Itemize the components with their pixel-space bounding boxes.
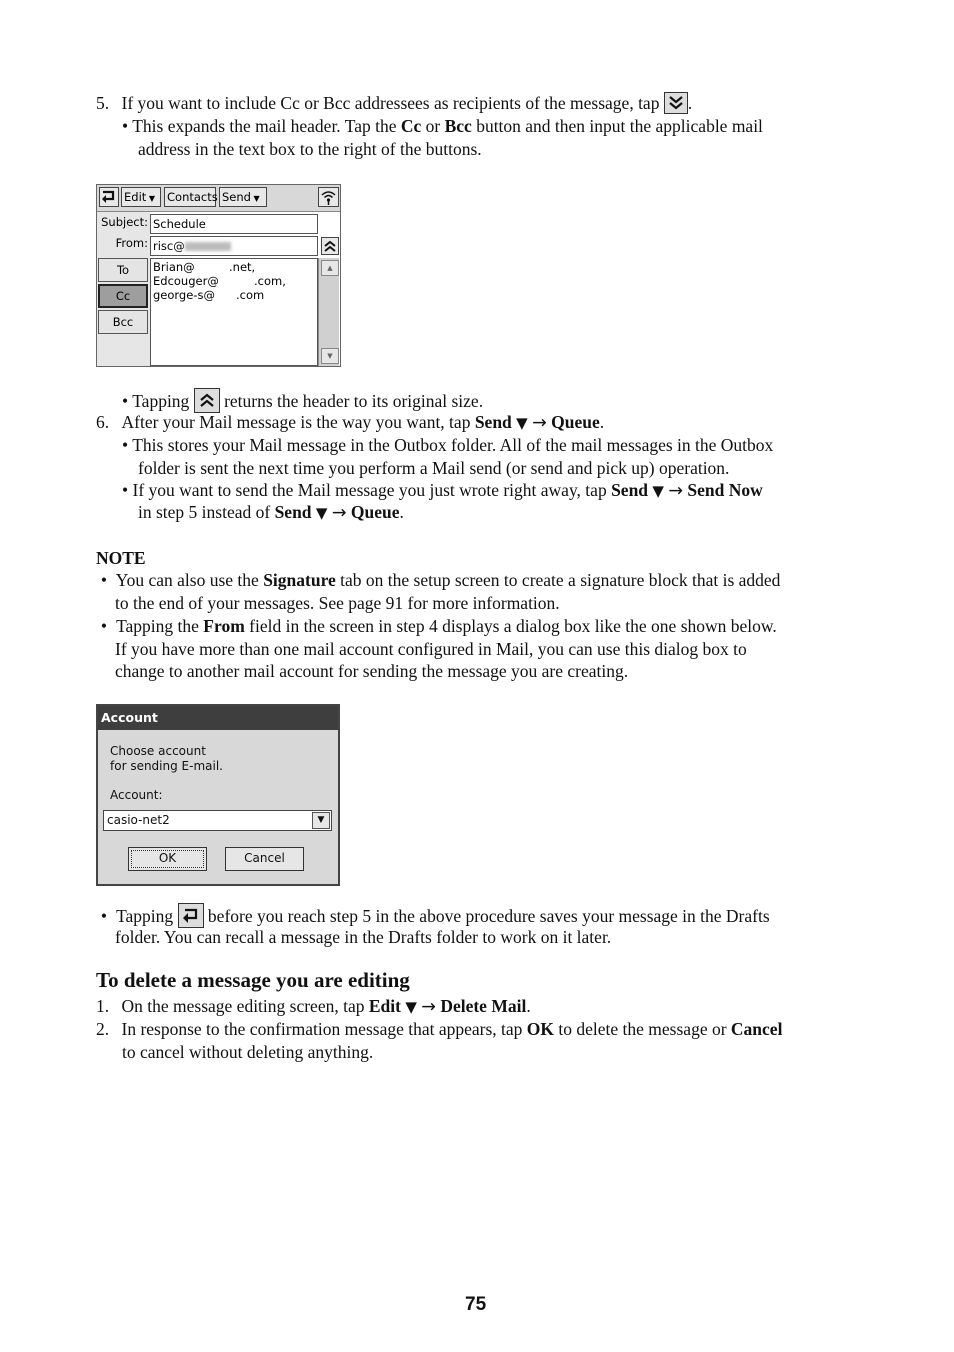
step6-bullet2-line2: in step 5 instead of Send ▼ → Queue. xyxy=(138,502,404,523)
ok-button[interactable]: OK xyxy=(128,847,207,871)
dropdown-arrow-icon: ▼ xyxy=(146,194,155,203)
note2-line2: If you have more than one mail account configured in Mail, you can use this dialog box to xyxy=(115,639,747,659)
tapping-collapse-line: • Tapping returns the header to its original size. xyxy=(122,388,483,413)
tapping-back-line1: • Tapping before you reach step 5 in the above procedure saves your message in the Drafts xyxy=(96,903,770,928)
collapse-header-icon xyxy=(194,388,220,413)
back-arrow-icon xyxy=(178,903,204,928)
back-arrow-icon xyxy=(100,189,118,205)
triangle-down-icon: ▼ xyxy=(516,414,528,432)
delete-step1: 1. On the message editing screen, tap Edit ▼ → Delete Mail. xyxy=(96,996,531,1017)
edit-menu-button[interactable]: Edit ▼ xyxy=(121,187,161,207)
triangle-down-icon: ▼ xyxy=(405,998,417,1016)
contacts-button[interactable]: Contacts xyxy=(164,187,216,207)
recipient-line: george-s@ .com xyxy=(153,288,265,302)
dialog-message-line2: for sending E-mail. xyxy=(110,759,223,773)
scroll-down-arrow-icon[interactable]: ▼ xyxy=(321,348,339,364)
delete-step2-line1: 2. In response to the confirmation message that appears, tap OK to delete the message or Cancel xyxy=(96,1019,783,1039)
mail-toolbar xyxy=(97,185,340,212)
step6-bullet1-line2: folder is sent the next time you perform a Mail send (or send and pick up) operation. xyxy=(138,458,730,478)
from-field[interactable]: risc@ xyxy=(150,236,318,256)
step6-bullet2-line1: • If you want to send the Mail message you just wrote right away, tap Send ▼ → Send Now xyxy=(122,480,763,501)
step5-bullet1-line2: address in the text box to the right of the buttons. xyxy=(138,139,482,159)
delete-section-heading: To delete a message you are editing xyxy=(96,968,410,992)
expand-header-icon xyxy=(664,92,688,114)
note1-line2: to the end of your messages. See page 91 for more information. xyxy=(115,593,560,613)
dropdown-arrow-icon: ▼ xyxy=(250,194,260,203)
cc-button[interactable]: Cc xyxy=(98,284,148,308)
tapping-back-line2: folder. You can recall a message in the Drafts folder to work on it later. xyxy=(115,927,612,947)
account-dialog-screenshot xyxy=(96,704,340,886)
account-label: Account: xyxy=(110,788,163,802)
page-number: 75 xyxy=(465,1294,487,1315)
step5-bullet1-line1: • This expands the mail header. Tap the Cc or Bcc button and then input the applicable mail xyxy=(122,116,763,136)
note1-line1: • You can also use the Signature tab on the setup screen to create a signature block that is added xyxy=(100,570,781,590)
wireless-signal-icon xyxy=(319,188,338,206)
dropdown-arrow-icon[interactable]: ▼ xyxy=(312,812,330,829)
step5-line1: 5. If you want to include Cc or Bcc addressees as recipients of the message, tap . xyxy=(96,93,693,113)
collapse-header-button[interactable] xyxy=(321,237,339,255)
note-title: NOTE xyxy=(96,548,146,568)
note2-line1: • Tapping the From field in the screen in step 4 displays a dialog box like the one shown below. xyxy=(100,616,777,636)
from-label: From: xyxy=(115,236,148,250)
subject-label: Subject: xyxy=(101,215,148,229)
account-select-value: casio-net2 xyxy=(107,813,170,827)
cancel-button[interactable]: Cancel xyxy=(225,847,304,871)
step6-line1: 6. After your Mail message is the way you want, tap Send ▼ → Queue. xyxy=(96,412,605,433)
account-select[interactable] xyxy=(103,810,332,831)
step5-text: If you want to include Cc or Bcc addressees as recipients of the message, tap xyxy=(121,93,660,113)
subject-field[interactable]: Schedule xyxy=(150,214,318,234)
back-button[interactable] xyxy=(99,187,119,207)
collapse-header-icon xyxy=(322,238,338,254)
triangle-down-icon: ▼ xyxy=(652,482,664,500)
send-menu-button[interactable]: Send ▼ xyxy=(219,187,267,207)
recipients-scrollbar[interactable] xyxy=(318,258,339,366)
note2-line3: change to another mail account for sending the message you are creating. xyxy=(115,661,629,681)
mail-compose-screenshot xyxy=(96,184,341,367)
bcc-button[interactable]: Bcc xyxy=(98,310,148,334)
blurred-address xyxy=(185,242,231,251)
triangle-down-icon: ▼ xyxy=(315,504,328,522)
scroll-up-arrow-icon[interactable]: ▲ xyxy=(321,260,339,276)
recipient-line: Edcouger@ .com, xyxy=(153,274,286,288)
recipients-textbox[interactable] xyxy=(150,258,318,366)
step5-number: 5. xyxy=(96,93,110,113)
step6-bullet1-line1: • This stores your Mail message in the Outbox folder. All of the mail messages in the Outbox xyxy=(122,435,774,455)
delete-step2-line2: to cancel without deleting anything. xyxy=(122,1042,374,1062)
signal-button[interactable] xyxy=(318,187,339,207)
dialog-message-line1: Choose account xyxy=(110,744,206,758)
to-button[interactable]: To xyxy=(98,258,148,282)
recipient-line: Brian@ .net, xyxy=(153,260,256,274)
dialog-title: Account xyxy=(98,706,338,730)
